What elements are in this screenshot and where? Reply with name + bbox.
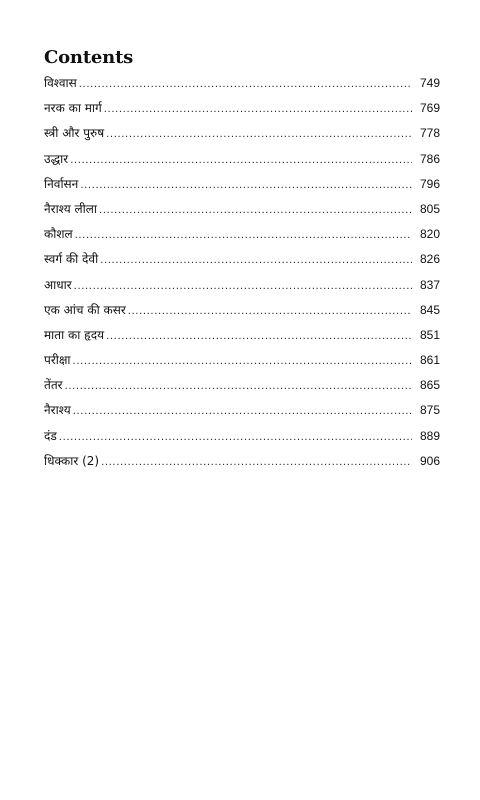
dot-leader [73,356,412,367]
toc-entry-title[interactable]: धिक्कार (2) [44,453,100,468]
toc-entry-page[interactable]: 769 [419,101,440,116]
dot-leader [59,432,412,443]
toc-entry[interactable] [44,124,440,149]
contents-heading: Contents [44,47,134,68]
toc-entry-title[interactable]: स्वर्ग की देवी [44,252,99,267]
toc-entry-title[interactable]: निर्वासन [44,176,79,191]
toc-entry[interactable] [44,401,440,426]
toc-entry-page[interactable]: 749 [419,76,440,90]
toc-entry-title[interactable]: विश्वास [44,76,77,90]
dot-leader [106,331,412,342]
toc-entry[interactable] [44,301,440,326]
toc-entry-title[interactable]: स्त्री और पुरुष [44,126,105,141]
toc-entry-page[interactable]: 837 [419,277,440,292]
dot-leader [99,205,412,216]
dot-leader [70,155,412,166]
toc-entry-title[interactable]: नैराश्य [44,403,71,418]
toc-entry[interactable] [44,351,440,376]
toc-entry-page[interactable]: 786 [419,151,440,166]
toc-entry[interactable] [44,150,440,175]
toc-entry-title[interactable]: नैराश्य लीला [44,201,98,216]
dot-leader [101,457,412,468]
toc-entry-page[interactable]: 889 [419,428,440,443]
toc-entry[interactable] [44,250,440,275]
dot-leader [100,255,412,266]
toc-entry-page[interactable]: 865 [419,378,440,393]
toc-entry-page[interactable]: 778 [419,126,440,141]
toc-entry-title[interactable]: आधार [44,277,72,292]
toc-entry-title[interactable]: तेंतर [44,378,63,393]
dot-leader [79,79,412,90]
toc-entry[interactable] [44,175,440,200]
toc-entry-title[interactable]: कौशल [44,227,73,242]
table-of-contents [44,74,440,477]
toc-entry-page[interactable]: 861 [419,353,440,368]
toc-entry-page[interactable]: 805 [419,201,440,216]
toc-entry[interactable] [44,200,440,225]
toc-entry[interactable] [44,74,440,99]
toc-entry[interactable] [44,326,440,351]
toc-entry-page[interactable]: 845 [419,302,440,317]
toc-entry[interactable] [44,427,440,452]
toc-entry[interactable] [44,276,440,301]
toc-entry-title[interactable]: माता का हृदय [44,327,105,342]
toc-entry-page[interactable]: 826 [419,252,440,267]
toc-entry[interactable] [44,452,440,477]
dot-leader [80,180,412,191]
toc-entry[interactable] [44,225,440,250]
toc-entry[interactable] [44,376,440,401]
toc-entry-page[interactable]: 796 [419,176,440,191]
dot-leader [106,129,412,140]
toc-entry-page[interactable]: 906 [419,453,440,468]
dot-leader [75,230,412,241]
dot-leader [128,306,412,317]
toc-entry-page[interactable]: 875 [419,403,440,418]
dot-leader [73,406,412,417]
toc-entry[interactable] [44,99,440,124]
toc-entry-title[interactable]: परीक्षा [44,353,71,368]
toc-entry-title[interactable]: नरक का मार्ग [44,101,102,116]
toc-entry-title[interactable]: उद्धार [44,151,69,166]
toc-entry-page[interactable]: 851 [419,327,440,342]
dot-leader [65,381,412,392]
toc-entry-page[interactable]: 820 [419,227,440,242]
toc-entry-title[interactable]: एक आंच की कसर [44,302,126,317]
dot-leader [104,104,412,115]
dot-leader [74,281,412,292]
toc-entry-title[interactable]: दंड [44,428,57,443]
